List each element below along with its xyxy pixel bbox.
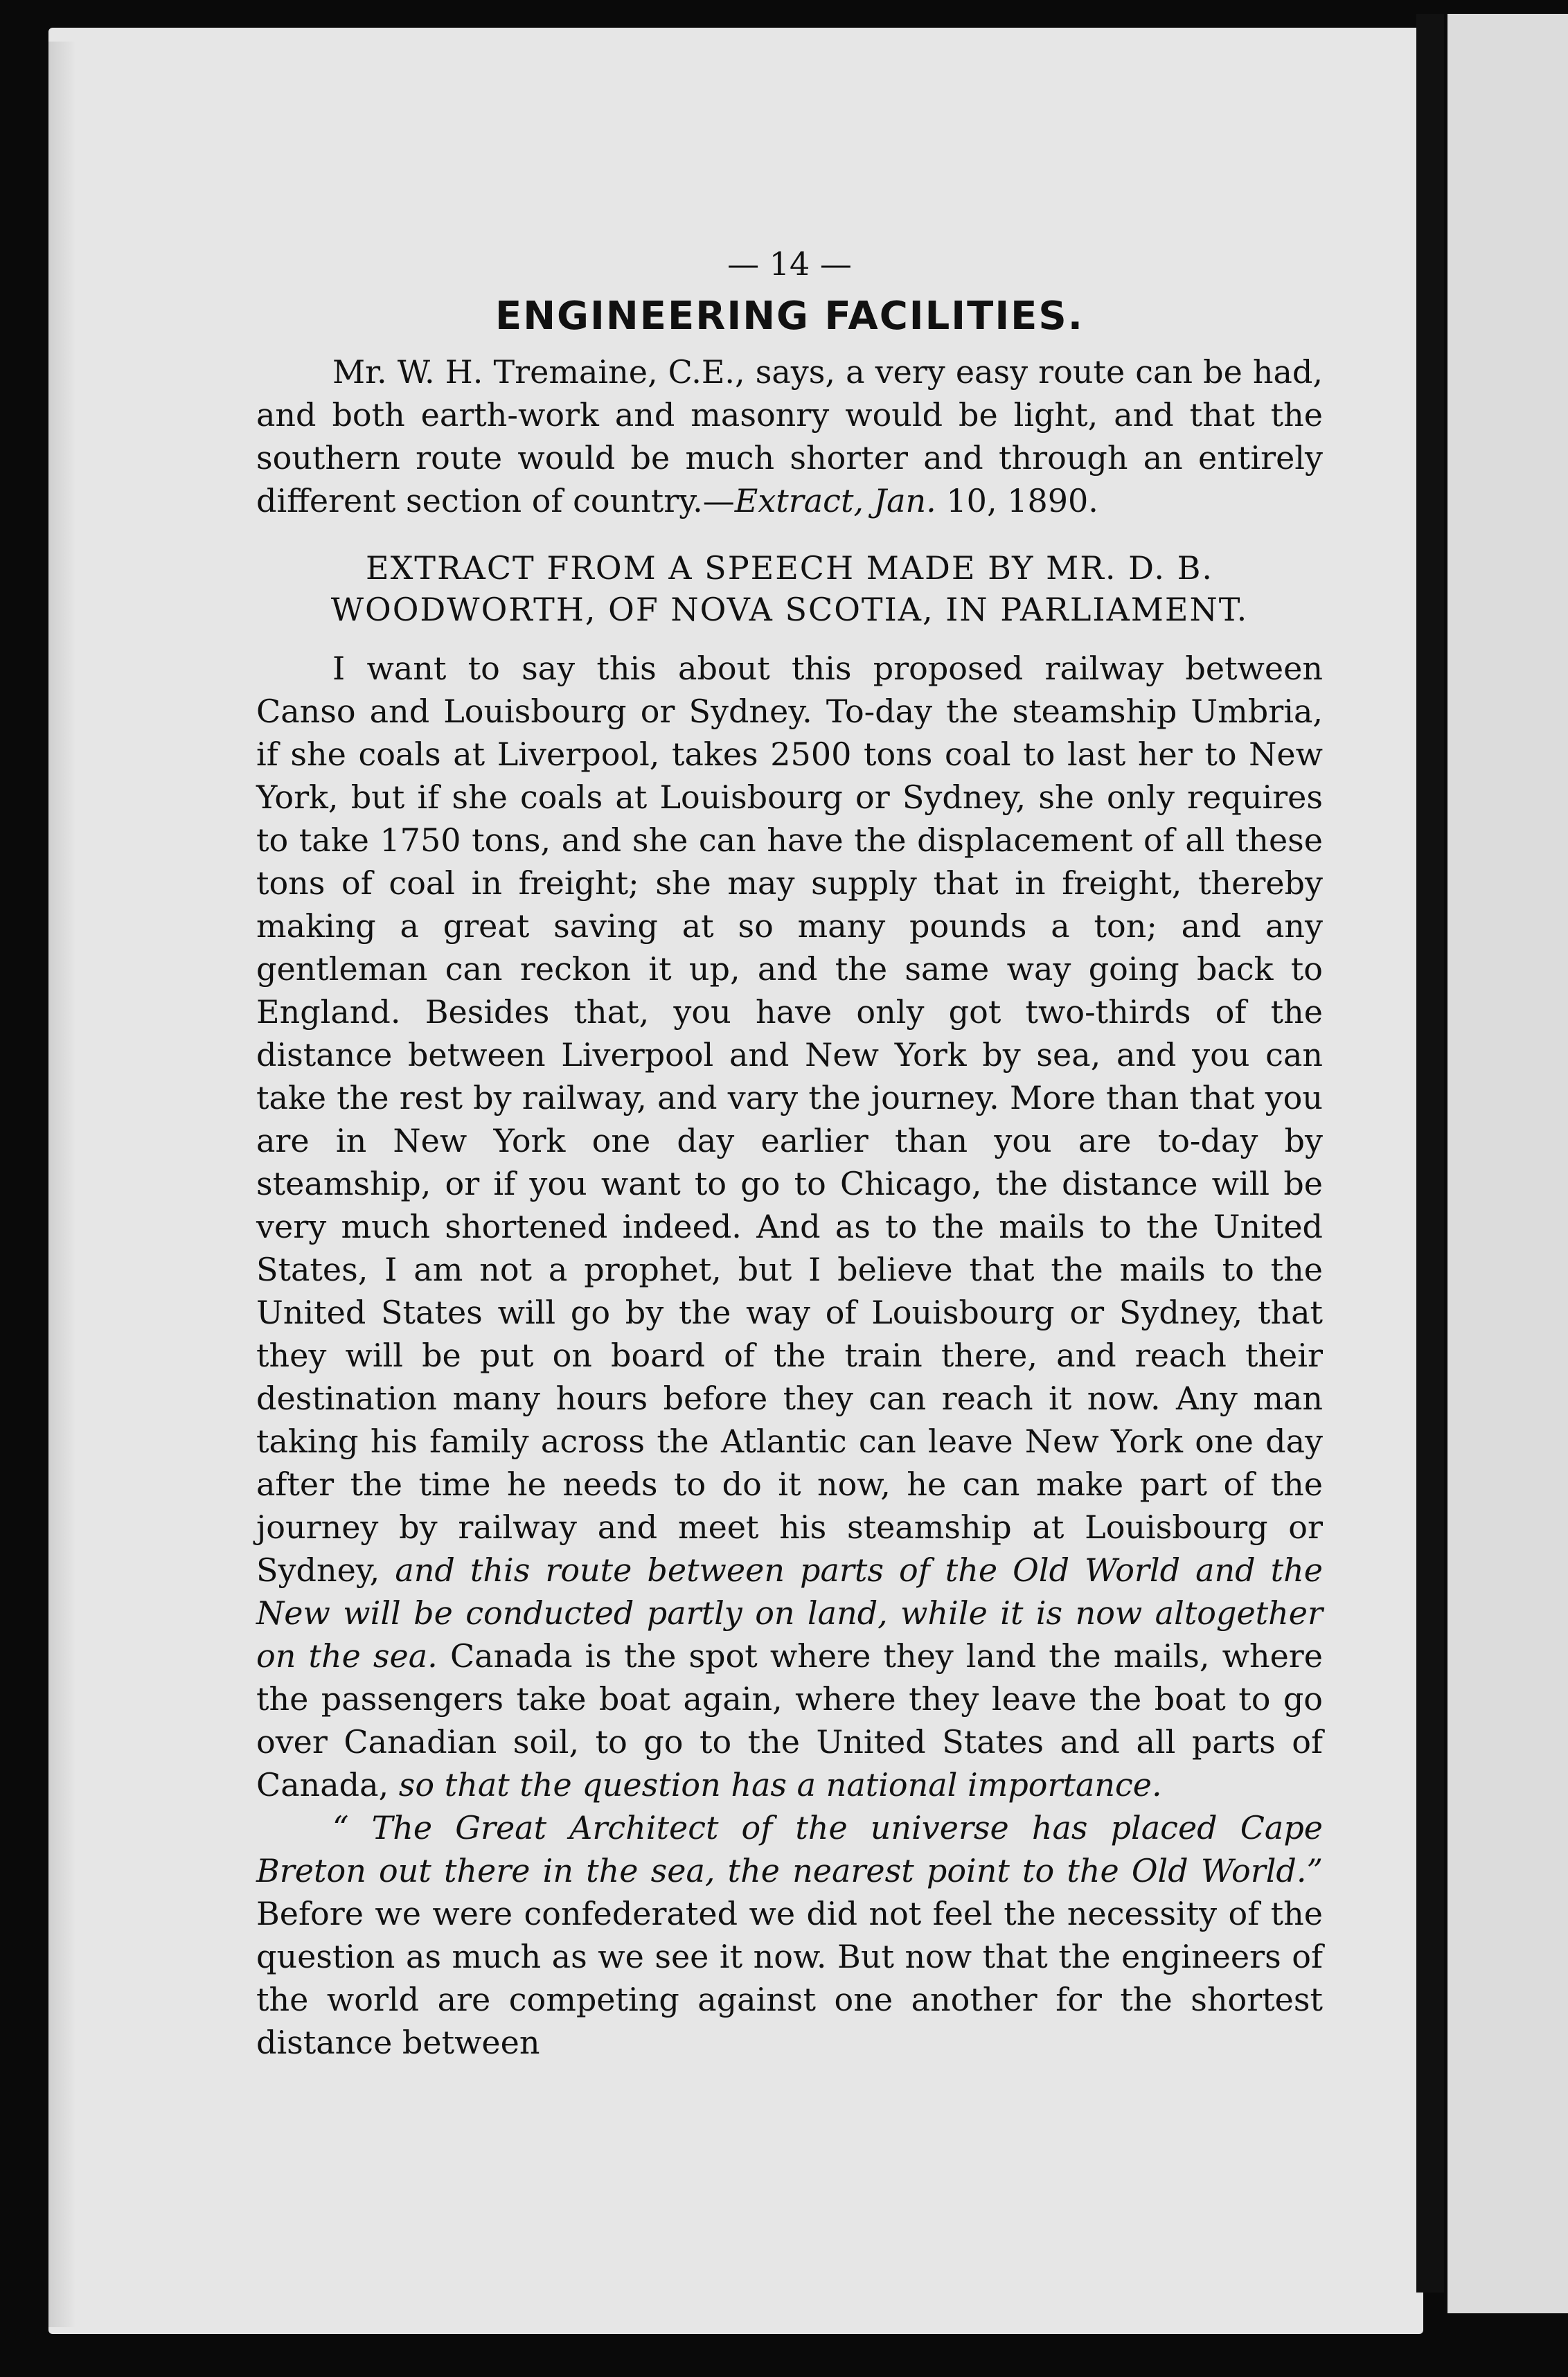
speech-text: I want to say this about this proposed railway between Canso and Louisbourg or Sydney. To-day the steamship Umbria, if she coals at Liverpool, takes 2500 tons coal to last her to New York, but if she coals at Louisbourg or Sydney, she only requires to take 1750 tons, and she can have the displacement of all these tons of coal in freight; she may supply that in freight, thereby making a great saving at so many pounds a ton; and any gentleman can reckon it up, and the same way going back to England. Besides that, you have only got two-thirds of the distance between Liverpool and New York by sea, and you can take the rest by railway, and vary the journey. More than that you are in New York one day earlier than you are to-day by steamship, or if you want to go to Chicago, the distance will be very much shortened indeed. And as to the mails to the United States, I am not a prophet, but I believe that the mails to the United States will go by the way of Louisbourg or Sydney, that they will be put on board of the train there, and reach their destination many hours before they can reach it now. Any man taking his family across the Atlantic can leave New York one day after the time he needs to do it now, he can make part of the journey by railway and meet his steamship at Louisbourg or Sydney, <box>256 650 1323 1589</box>
quote-continued-text: Before we were confederated we did not feel the necessity of the question as much as we see it now. But now that the engineers of the world are competing against one another for the shortest distance between <box>256 1895 1323 2061</box>
speech-italic-importance: so that the question has a national importance. <box>398 1766 1162 1804</box>
speech-text-continued: Canada is the spot where they land the mails, where the passengers take boat again, where they leave the boat to go over Canadian soil, to go to the United States and all parts of Canada, <box>256 1637 1324 1804</box>
paragraph-speech <box>256 647 1323 1806</box>
architect-quote: “ The Great Architect of the universe has placed Cape Breton out there in the sea, the nearest point to the Old World.” <box>256 1809 1323 1889</box>
paragraph-text: Mr. W. H. Tremaine, C.E., says, a very easy route can be had, and both earth-work and masonry would be light, and that the southern route would be much shorter and through an entirely different section of country.— <box>256 353 1323 519</box>
page-edge <box>48 42 76 2327</box>
adjacent-page-edge <box>1447 14 1568 2313</box>
speech-italic-route: and this route between parts of the Old World and the New will be conducted partly on land, while it is now altogether on the sea. <box>256 1551 1323 1675</box>
citation-date: 10, 1890. <box>936 482 1098 519</box>
paragraph-quote <box>256 1806 1323 2064</box>
binding-strip <box>1416 14 1444 2293</box>
page-content <box>256 242 1323 2064</box>
speech-heading: EXTRACT FROM A SPEECH MADE BY MR. D. B. WOODWORTH, OF NOVA SCOTIA, IN PARLIAMENT. <box>330 549 1249 628</box>
paragraph-tremaine <box>256 350 1323 522</box>
page-number: — 14 — <box>727 245 852 283</box>
citation: Extract, Jan. <box>734 482 936 519</box>
section-heading: ENGINEERING FACILITIES. <box>495 294 1085 339</box>
